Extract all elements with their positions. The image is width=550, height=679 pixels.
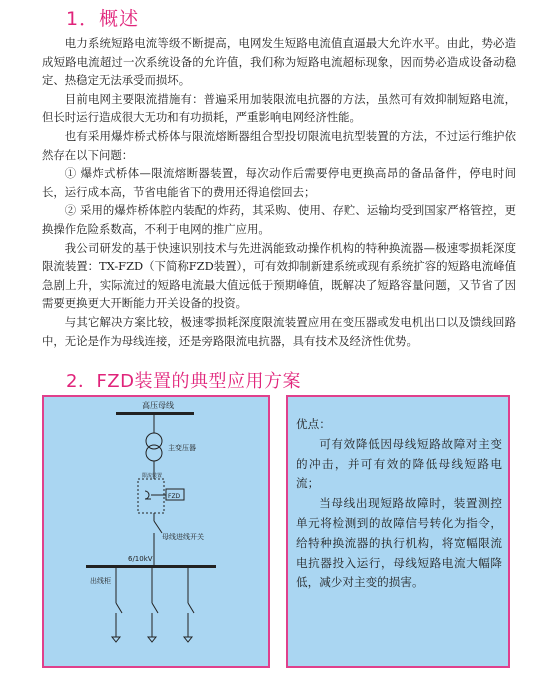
paragraph: 目前电网主要限流措施有：普遍采用加装限流电抗器的方法，虽然可有效抑制短路电流，但长时运行造成很大无功和有功损耗，严重影响电网经济性能。 [42, 91, 516, 125]
paragraph: 电力系统短路电流等级不断提高，电网发生短路电流值直逼最大允许水平。由此，势必造成短路电流超过一次系统设备的允许值，我们称为短路电流超标现象，因而势必造成设备动稳定、热稳定无法承受而损坏。 [42, 36, 516, 88]
breaker-symbol [152, 603, 158, 613]
breaker-symbol [188, 603, 194, 613]
section-title-overview: 1．概述 [66, 8, 140, 30]
advantages-heading: 优点： [296, 417, 331, 431]
transformer-label: 主变压器 [168, 444, 196, 452]
reactor-symbol [145, 491, 151, 499]
load-arrow [112, 637, 120, 642]
transformer-winding-low [146, 445, 162, 461]
top-busbar [116, 412, 194, 415]
overview-body [42, 34, 516, 350]
paragraph: ② 采用的爆炸桥体腔内装配的炸药，其采购、使用、存贮、运输均受到国家严格管控，更换操作危险系数高，不利于电网的推广应用。 [42, 203, 516, 236]
fzd-note: 限流装置 [142, 473, 163, 479]
busbar-switch-label: 母线进线开关 [162, 533, 204, 541]
breaker-symbol [154, 521, 162, 533]
advantages-text [296, 415, 502, 593]
load-arrow [184, 637, 192, 642]
single-line-diagram [42, 395, 270, 668]
transformer-winding-high [146, 433, 162, 449]
main-busbar [86, 565, 216, 568]
outgoing-label: 出线柜 [90, 577, 111, 585]
section-title-application: 2．FZD装置的典型应用方案 [66, 371, 301, 392]
breaker-symbol [116, 603, 122, 613]
advantage-item: 可有效降低因母线短路故障对主变的冲击，并可有效的降低母线短路电流； [296, 436, 502, 491]
bus-voltage-label: 6/10kV [128, 555, 153, 563]
load-arrow [148, 637, 156, 642]
fzd-label: FZD [168, 493, 181, 500]
paragraph: 我公司研发的基于快速识别技术与先进涡能致动操作机构的特种换流器—极速零损耗深度限流装置：TX-FZD（下简称FZD装置），可有效抑制新建系统或现有系统扩容的短路电流峰值急剧上升，实际流过的短路电流最大值远低于预期峰值，既解决了短路容量问题，又节省了因需要更换更大开断能力开关设备的投资。 [42, 240, 516, 311]
fzd-box [138, 479, 164, 513]
paragraph: 与其它解决方案比较，极速零损耗深度限流装置应用在变压器或发电机出口以及馈线回路中，无论是作为母线连接，还是旁路限流电抗器，具有技术及经济性优势。 [42, 314, 516, 348]
paragraph: 也有采用爆炸桥式桥体与限流熔断器组合型投切限流电抗型装置的方法，不过运行维护依然存在以下问题： [42, 128, 516, 162]
bus-top-label: 高压母线 [142, 401, 174, 410]
advantage-item: 当母线出现短路故障时，装置测控单元将检测到的故障信号转化为指令，给特种换流器的执行机构，将宽幅限流电抗器投入运行，母线短路电流大幅降低，减少对主变的损害。 [296, 496, 502, 590]
paragraph: ① 爆炸式桥体—限流熔断器装置，每次动作后需要停电更换高昂的备品备件，停电时间长，运行成本高，节省电能省下的费用还得追偿回去； [42, 166, 516, 199]
